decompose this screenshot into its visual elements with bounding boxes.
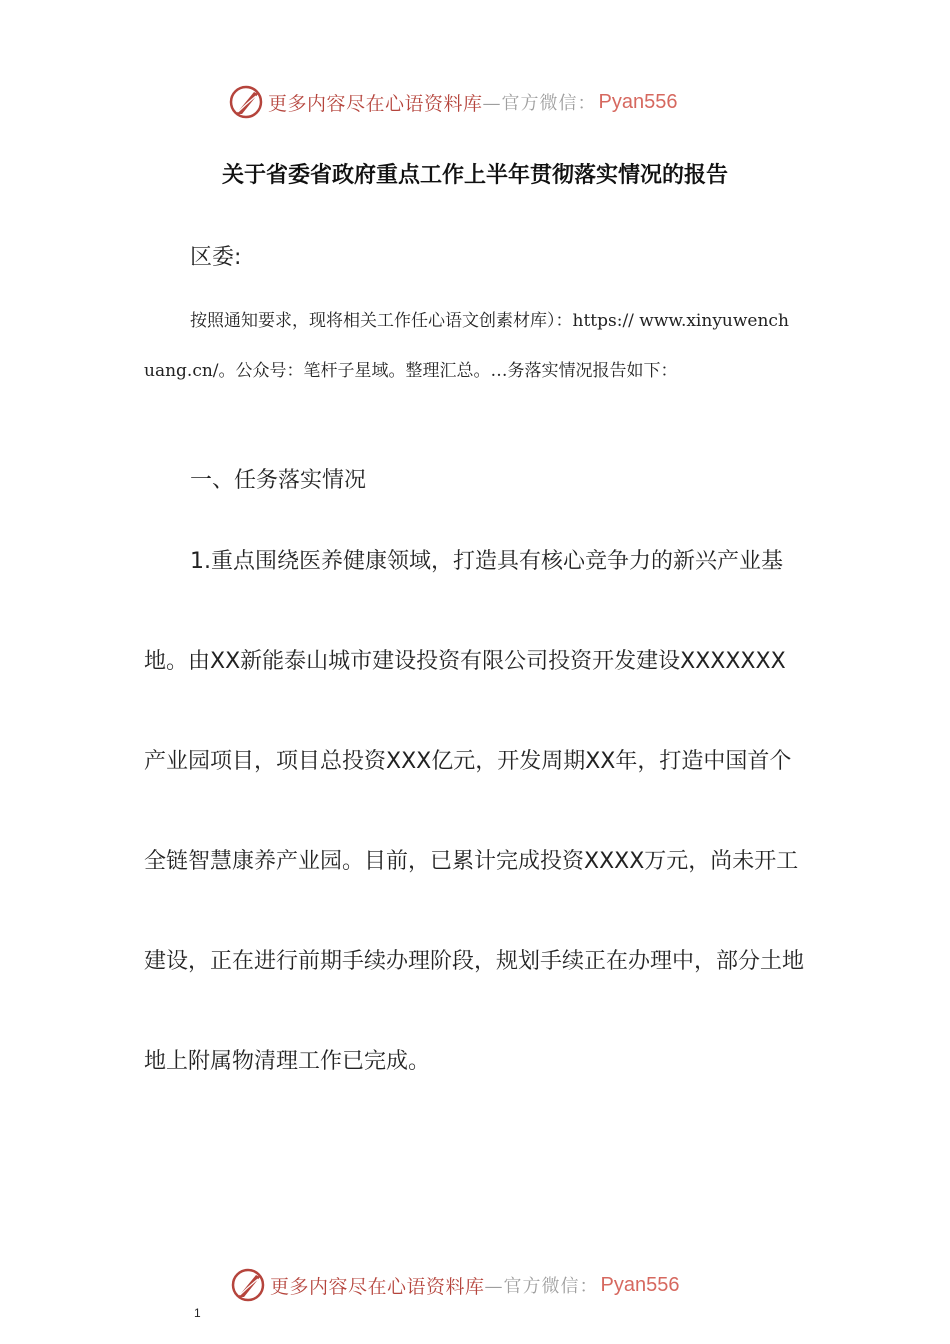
banner-wechat-id: Pyan556 — [600, 1273, 680, 1296]
document-title: 关于省委省政府重点工作上半年贯彻落实情况的报告 — [221, 163, 728, 188]
banner-sub-text: —官方微信： — [482, 93, 597, 114]
salutation: 区委: — [190, 245, 242, 270]
body-paragraph: 1.重点围绕医养健康领域，打造具有核心竞争力的新兴产业基地。由XX新能泰山城市建设投资有限公司投资开发建设XXXXXXX产业园项目，项目总投资XXX亿元，开发周期XX年，打造中国首个全链智慧康养产业园。目前，已累计完成投资XXXX万元，尚未开工建设，正在进行前期手续办理阶段，规划手续正在办理中，部分土地地上附属物清理工作已完成。 — [144, 549, 805, 1074]
banner-sub-text: —官方微信： — [484, 1276, 599, 1297]
footer-banner — [230, 1265, 679, 1305]
header-banner — [228, 82, 677, 122]
quill-logo-icon — [230, 1267, 266, 1303]
quill-logo-icon — [228, 84, 264, 120]
banner-wechat-id: Pyan556 — [598, 90, 678, 113]
banner-main-text: 更多内容尽在心语资料库 — [268, 92, 483, 115]
page-number: 1 — [194, 1306, 201, 1320]
intro-paragraph: 按照通知要求，现将相关工作任心语文创素材库）：https:// www.xinyuwenchuang.cn/。公众号：笔杆子星域。整理汇总。…务落实情况报告如下： — [144, 311, 789, 381]
banner-main-text: 更多内容尽在心语资料库 — [270, 1275, 485, 1298]
section-heading: 一、任务落实情况 — [190, 468, 367, 493]
